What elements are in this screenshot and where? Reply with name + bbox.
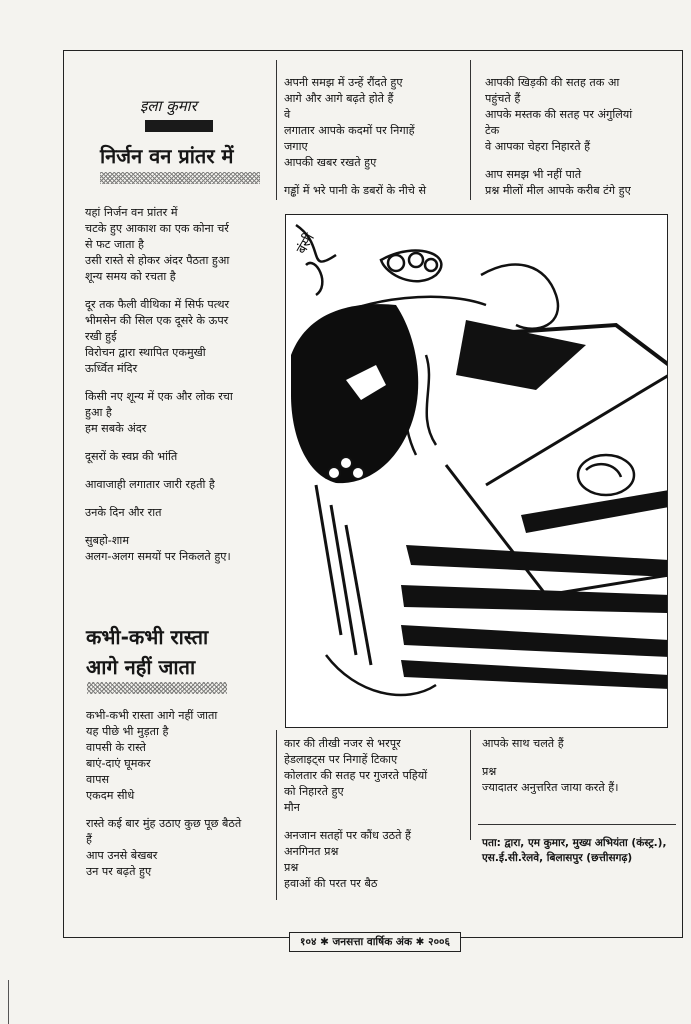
column-rule	[276, 730, 277, 900]
column-rule	[276, 60, 277, 200]
artist-signature: बंसी	[293, 230, 319, 257]
stanza: यहां निर्जन वन प्रांतर में चटके हुए आकाश का एक कोना चर्र से फट जाता है उसी रास्ते से होकर अंदर पैठता हुआ शून्य समय को रचता है	[85, 206, 230, 283]
page-footer: १०४ ✱ जनसत्ता वार्षिक अंक ✱ २००६	[289, 932, 461, 952]
stanza: रास्ते कई बार मुंह उठाए कुछ पूछ बैठते हैं आप उनसे बेखबर उन पर बढ़ते हुए	[86, 817, 242, 878]
stanza: आवाजाही लगातार जारी रहती है	[85, 478, 215, 491]
stanza: आपके साथ चलते हैं	[482, 737, 564, 750]
title-underline-hatch	[100, 172, 260, 184]
col2-top-text	[284, 75, 464, 211]
illustration	[285, 214, 668, 728]
stanza: आपकी खिड़की की सतह तक आ पहुंचते हैं आपके मस्तक की सतह पर अंगुलियां टेक वे आपका चेहरा निहारते हैं	[485, 76, 633, 153]
stanza: किसी नए शून्य में एक और लोक रचा हुआ है हम सबके अंदर	[85, 390, 233, 435]
author-name: इला कुमार	[140, 97, 197, 115]
stanza: दूर तक फैली वीथिका में सिर्फ पत्थर भीमसेन की सिल एक दूसरे के ऊपर रखी हुई विरोचन द्वारा स्थापित एकमुखी ऊर्ध्वित मंदिर	[85, 298, 230, 375]
stanza: प्रश्न ज्यादातर अनुत्तरित जाया करते हैं।	[482, 765, 619, 794]
author-bar	[145, 120, 213, 132]
address-separator	[478, 824, 676, 825]
stanza: सुबहो-शाम अलग-अलग समयों पर निकलते हुए।	[85, 534, 231, 563]
poem2-title: कभी-कभी रास्ता आगे नहीं जाता	[86, 625, 209, 679]
title-underline-hatch	[87, 682, 227, 694]
scan-edge-line	[8, 980, 9, 1024]
stanza: गड्ढों में भरे पानी के डबरों के नीचे से	[284, 184, 427, 197]
stanza: अनजान सतहों पर कौंध उठते हैं अनगिनत प्रश्न प्रश्न हवाओं की परत पर बैठ	[284, 829, 411, 890]
col3-bottom-text	[482, 736, 672, 808]
col3-top-text	[485, 75, 675, 211]
stanza: आप समझ भी नहीं पाते प्रश्न मीलों मील आपके करीब टंगे हुए	[485, 168, 631, 197]
poem1-title: निर्जन वन प्रांतर में	[100, 144, 234, 168]
poem1-body	[85, 205, 270, 577]
stanza: उनके दिन और रात	[85, 506, 162, 519]
column-rule	[470, 730, 471, 840]
stanza: कभी-कभी रास्ता आगे नहीं जाता यह पीछे भी मुड़ता है वापसी के रास्ते बाएं-दाएं घूमकर वापस एकदम सीधे	[86, 709, 218, 802]
stanza: अपनी समझ में उन्हें रौंदते हुए आगे और आगे बढ़ते होते हैं वे लगातार आपके कदमों पर निगाहें जगाए आपकी खबर रखते हुए	[284, 76, 415, 169]
stanza: कार की तीखी नजर से भरपूर हेडलाइट्स पर निगाहें टिकाए कोलतार की सतह पर गुजरते पहियों को निहारते हुए मौन	[284, 737, 428, 814]
illustration-drawing	[286, 215, 668, 728]
poem2-body	[86, 708, 271, 892]
author-address: पता: द्वारा, एम कुमार, मुख्य अभियंता (कंस्ट्र.), एस.ई.सी.रेलवे, बिलासपुर (छत्तीसगढ़)	[482, 837, 667, 864]
stanza: दूसरों के स्वप्न की भांति	[85, 450, 178, 463]
col2-bottom-text	[284, 736, 464, 904]
column-rule	[470, 60, 471, 200]
